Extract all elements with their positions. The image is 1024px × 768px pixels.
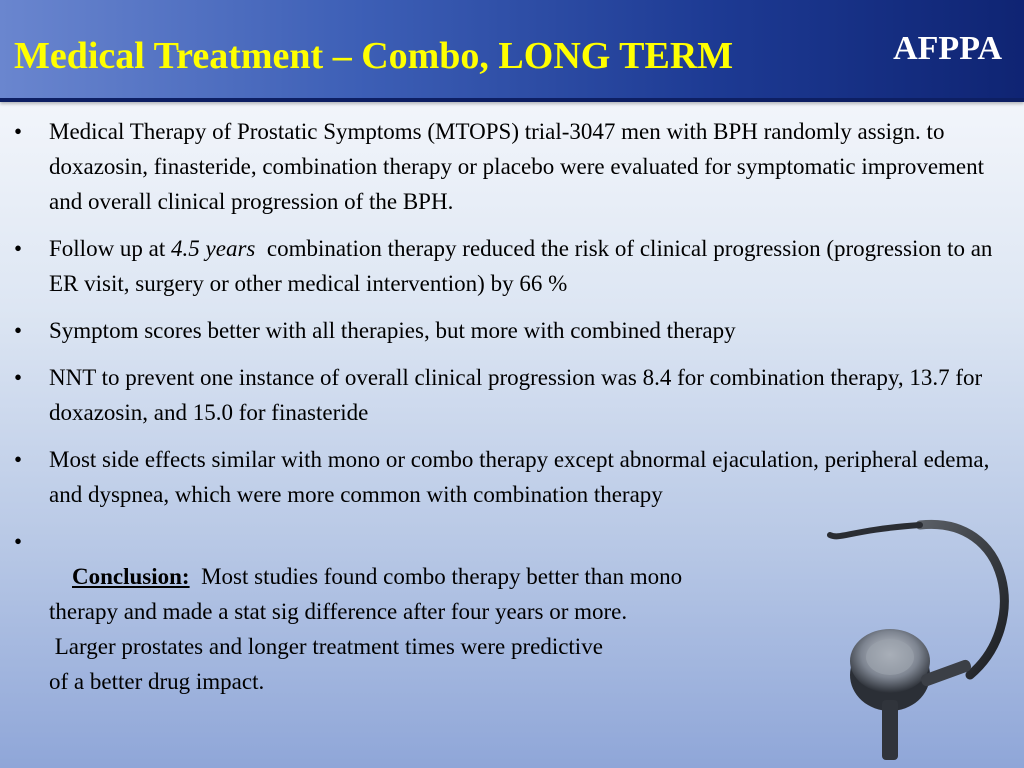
bullet-glyph: •	[14, 236, 23, 261]
bullet-glyph: •	[14, 318, 23, 343]
conclusion-item	[0, 524, 1024, 734]
bullet-text: combination therapy reduced the risk of clinical progression (progression to an ER visit, surgery or other medical intervention) by 66 %	[49, 236, 999, 296]
slide-title: Medical Treatment – Combo, LONG TERM	[14, 35, 734, 77]
brand-logo-text: AFPPA	[893, 30, 1002, 67]
bullet-text: Most side effects similar with mono or combo therapy except abnormal ejaculation, peripheral edema, and dyspnea, which were more common with combination therapy	[49, 447, 990, 507]
bullet-text: Symptom scores better with all therapies, but more with combined therapy	[49, 318, 736, 343]
bullet-item	[0, 313, 1024, 348]
bullet-item	[0, 231, 1024, 301]
bullet-text: Medical Therapy of Prostatic Symptoms (MTOPS) trial-3047 men with BPH randomly assign. to doxazosin, finasteride, combination therapy or placebo were evaluated for symptomatic improvement and overall clinical progression of the BPH.	[49, 119, 985, 214]
bullet-item	[0, 114, 1024, 219]
bullet-emphasis: 4.5 years	[171, 236, 256, 261]
bullet-glyph: •	[14, 529, 23, 554]
bullet-text: NNT to prevent one instance of overall clinical progression was 8.4 for combination therapy, 13.7 for doxazosin, and 15.0 for finasteride	[49, 365, 983, 425]
conclusion-label: Conclusion:	[72, 564, 190, 589]
bullet-item	[0, 442, 1024, 512]
bullet-glyph: •	[14, 447, 23, 472]
bullet-item	[0, 360, 1024, 430]
bullet-list	[0, 114, 1024, 746]
slide-header	[0, 0, 1024, 102]
bullet-text: Follow up at	[49, 236, 172, 261]
bullet-glyph: •	[14, 119, 23, 144]
conclusion-text: of a better drug impact.	[49, 669, 265, 694]
bullet-glyph: •	[14, 365, 23, 390]
conclusion-text: Most studies found combo therapy better than mono	[189, 564, 683, 589]
conclusion-text: Larger prostates and longer treatment times were predictive	[49, 634, 603, 659]
conclusion-text: therapy and made a stat sig difference after four years or more.	[49, 599, 628, 624]
